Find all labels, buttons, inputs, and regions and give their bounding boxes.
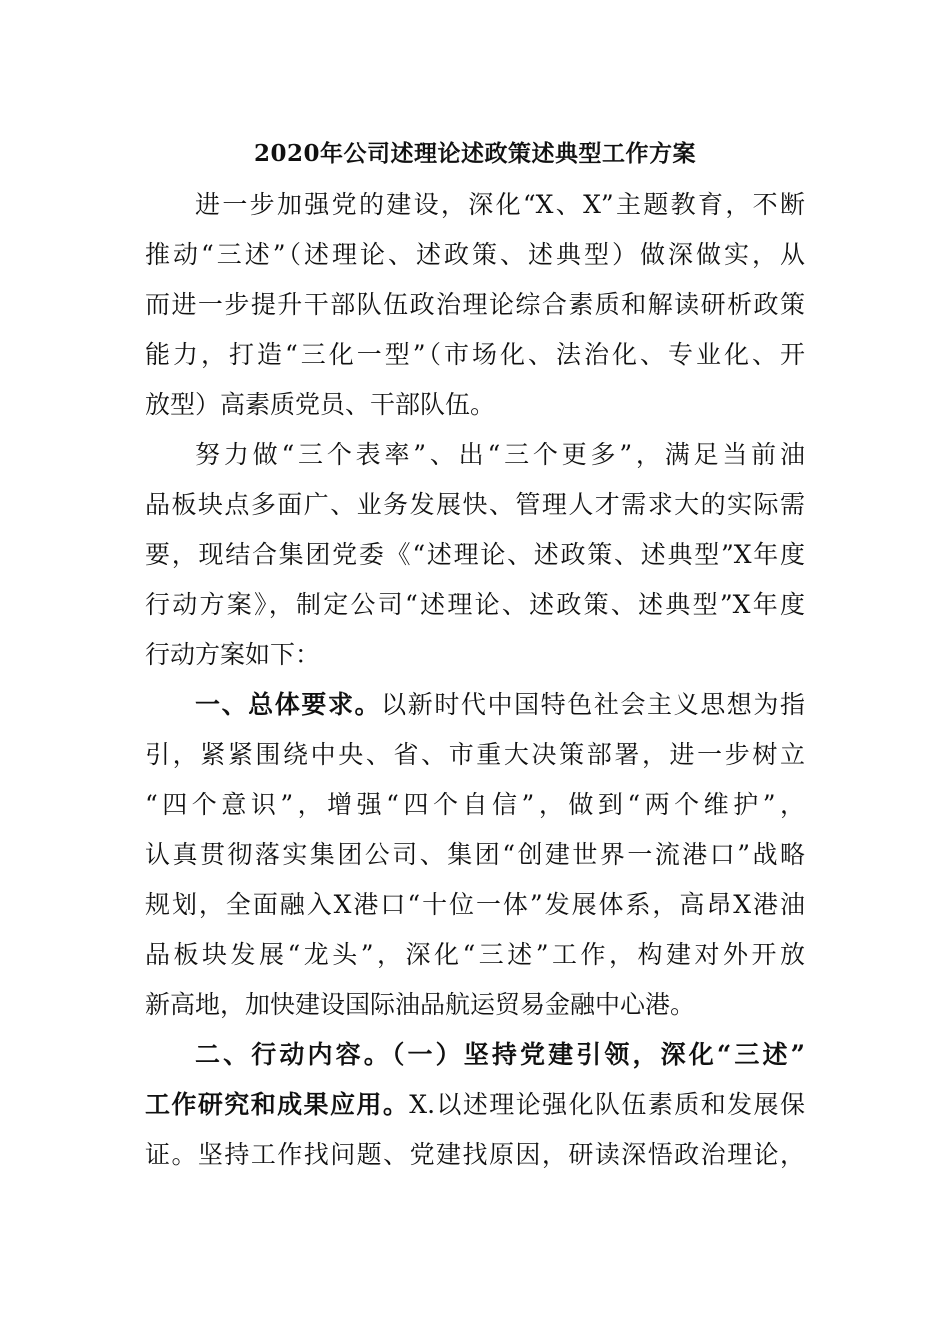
paragraph-1-line-1: 进一步加强党的建设，深化“X、X”主题教育，不断: [195, 190, 805, 219]
paragraph-2-line-5: 行动方案如下：: [145, 640, 321, 669]
paragraph-3-line-7: 新高地，加快建设国际油品航运贸易金融中心港。: [145, 990, 696, 1019]
paragraph-2-line-1: 努力做“三个表率”、出“三个更多”，满足当前油: [195, 440, 805, 469]
paragraph-3-line-5: 规划，全面融入X港口“十位一体”发展体系，高昂X港油: [145, 890, 805, 919]
paragraph-2-line-2: 品板块点多面广、业务发展快、管理人才需求大的实际需: [145, 490, 805, 519]
paragraph-3-line-2: 引，紧紧围绕中央、省、市重大决策部署，进一步树立: [145, 740, 805, 769]
paragraph-3-line-4: 认真贯彻落实集团公司、集团“创建世界一流港口”战略: [145, 840, 805, 869]
document-title: 2020年公司述理论述政策述典型工作方案: [253, 140, 696, 167]
paragraph-4-line-2-text: X.以述理论强化队伍素质和发展保: [409, 1090, 805, 1119]
paragraph-4-line-2: [145, 1080, 805, 1130]
section-1-heading: 一、总体要求。: [195, 690, 382, 719]
paragraph-2-line-4: 行动方案》，制定公司“述理论、述政策、述典型”X年度: [145, 590, 805, 619]
paragraph-2-line-3: 要，现结合集团党委《“述理论、述政策、述典型”X年度: [145, 540, 805, 569]
paragraph-3-line-1: [195, 680, 805, 730]
paragraph-1-line-5: 放型）高素质党员、干部队伍。: [145, 390, 496, 419]
paragraph-1-line-3: 而进一步提升干部队伍政治理论综合素质和解读研析政策: [145, 290, 805, 319]
paragraph-3-line-3: “四个意识”，增强“四个自信”，做到“两个维护”，: [145, 790, 805, 819]
paragraph-3-line-1-text: 以新时代中国特色社会主义思想为指: [381, 690, 805, 719]
paragraph-4-line-3: 证。坚持工作找问题、党建找原因，研读深悟政治理论，: [145, 1140, 805, 1169]
paragraph-3-line-6: 品板块发展“龙头”，深化“三述”工作，构建对外开放: [145, 940, 805, 969]
paragraph-1-line-4: 能力，打造“三化一型”（市场化、法治化、专业化、开: [145, 340, 805, 369]
section-2-subheading: 工作研究和成果应用。: [145, 1090, 410, 1119]
paragraph-1-line-2: 推动“三述”（述理论、述政策、述典型）做深做实，从: [145, 240, 805, 269]
section-2-heading: 二、行动内容。（一）坚持党建引领，深化“三述”: [195, 1040, 805, 1069]
